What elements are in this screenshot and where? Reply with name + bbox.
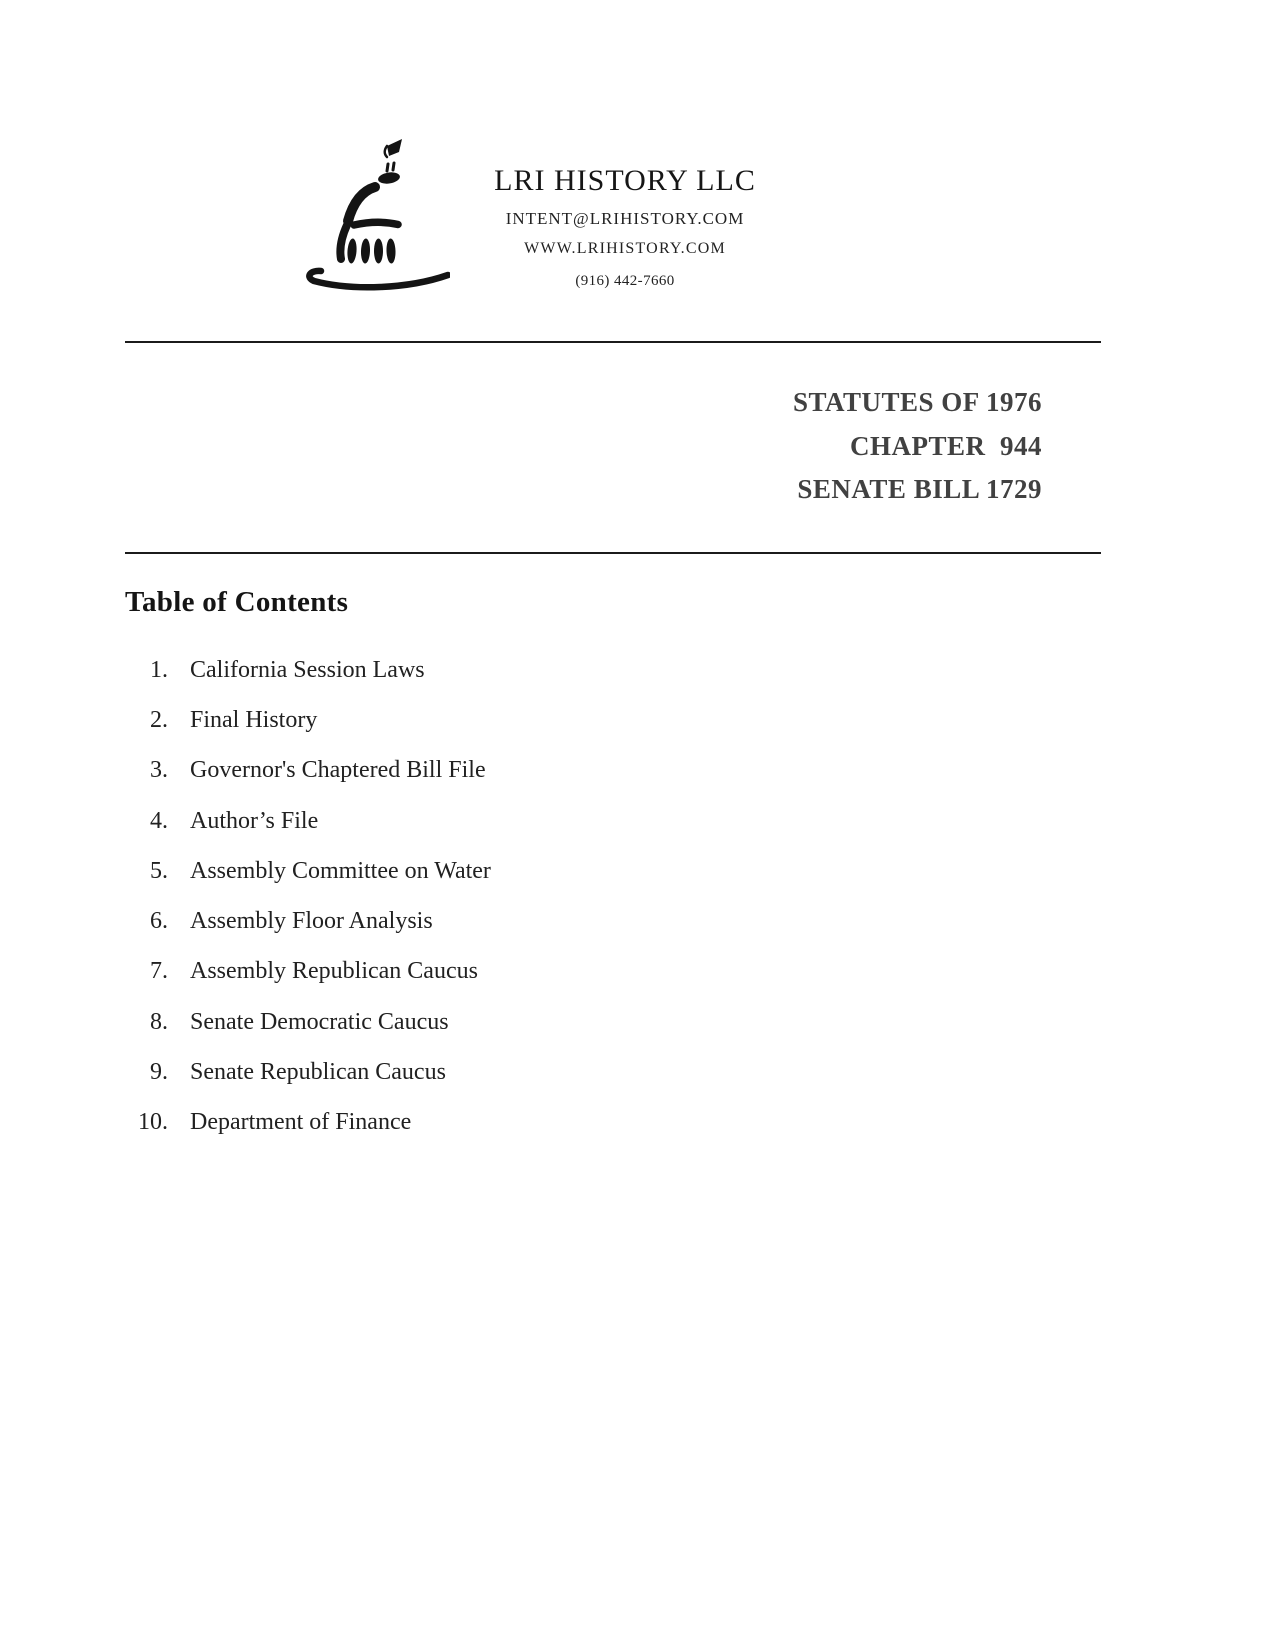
toc-list <box>0 645 760 1148</box>
toc-item <box>0 1047 760 1097</box>
toc-item <box>0 947 760 997</box>
toc-item <box>0 645 760 695</box>
company-website: WWW.LRIHISTORY.COM <box>524 240 726 257</box>
toc-item <box>0 1098 760 1148</box>
toc-item-label: Assembly Floor Analysis <box>190 908 433 935</box>
toc-heading: Table of Contents <box>125 586 349 618</box>
toc-item-label: Governor's Chaptered Bill File <box>190 757 486 784</box>
statutes-year-line: STATUTES OF 1976 <box>792 387 1042 417</box>
toc-item-number: 2. <box>150 706 168 733</box>
toc-item-number: 6. <box>150 908 168 935</box>
company-phone: (916) 442-7660 <box>575 273 675 289</box>
toc-item-label: Final History <box>190 706 318 733</box>
chapter-number-line: CHAPTER 944 <box>849 430 1042 461</box>
toc-item-number: 4. <box>150 807 168 834</box>
company-name: LRI HISTORY LLC <box>494 164 756 197</box>
toc-item-number: 1. <box>150 656 168 683</box>
toc-item <box>0 896 760 946</box>
company-email: INTENT@LRIHISTORY.COM <box>505 209 745 228</box>
toc-item <box>0 846 760 896</box>
toc-item-number: 5. <box>150 857 168 884</box>
toc-item-label: Author’s File <box>190 807 319 834</box>
toc-item-label: Senate Democratic Caucus <box>190 1008 449 1035</box>
toc-item-label: Senate Republican Caucus <box>190 1059 446 1086</box>
toc-item-label: Department of Finance <box>190 1109 412 1136</box>
toc-item-label: California Session Laws <box>190 656 425 683</box>
statute-reference-block <box>793 381 1042 512</box>
toc-item <box>0 746 760 796</box>
toc-item-number: 3. <box>150 757 168 784</box>
toc-item-label: Assembly Committee on Water <box>190 857 491 884</box>
toc-item-number: 10. <box>138 1109 168 1136</box>
top-divider-rule <box>125 341 1101 343</box>
toc-item <box>0 997 760 1047</box>
toc-item-number: 7. <box>150 958 168 985</box>
toc-item-label: Assembly Republican Caucus <box>190 958 478 985</box>
senate-bill-line: SENATE BILL 1729 <box>797 474 1042 504</box>
toc-item <box>0 695 760 745</box>
middle-divider-rule <box>125 552 1101 554</box>
toc-item-number: 8. <box>150 1008 168 1035</box>
toc-item-number: 9. <box>150 1059 168 1086</box>
toc-item <box>0 796 760 846</box>
